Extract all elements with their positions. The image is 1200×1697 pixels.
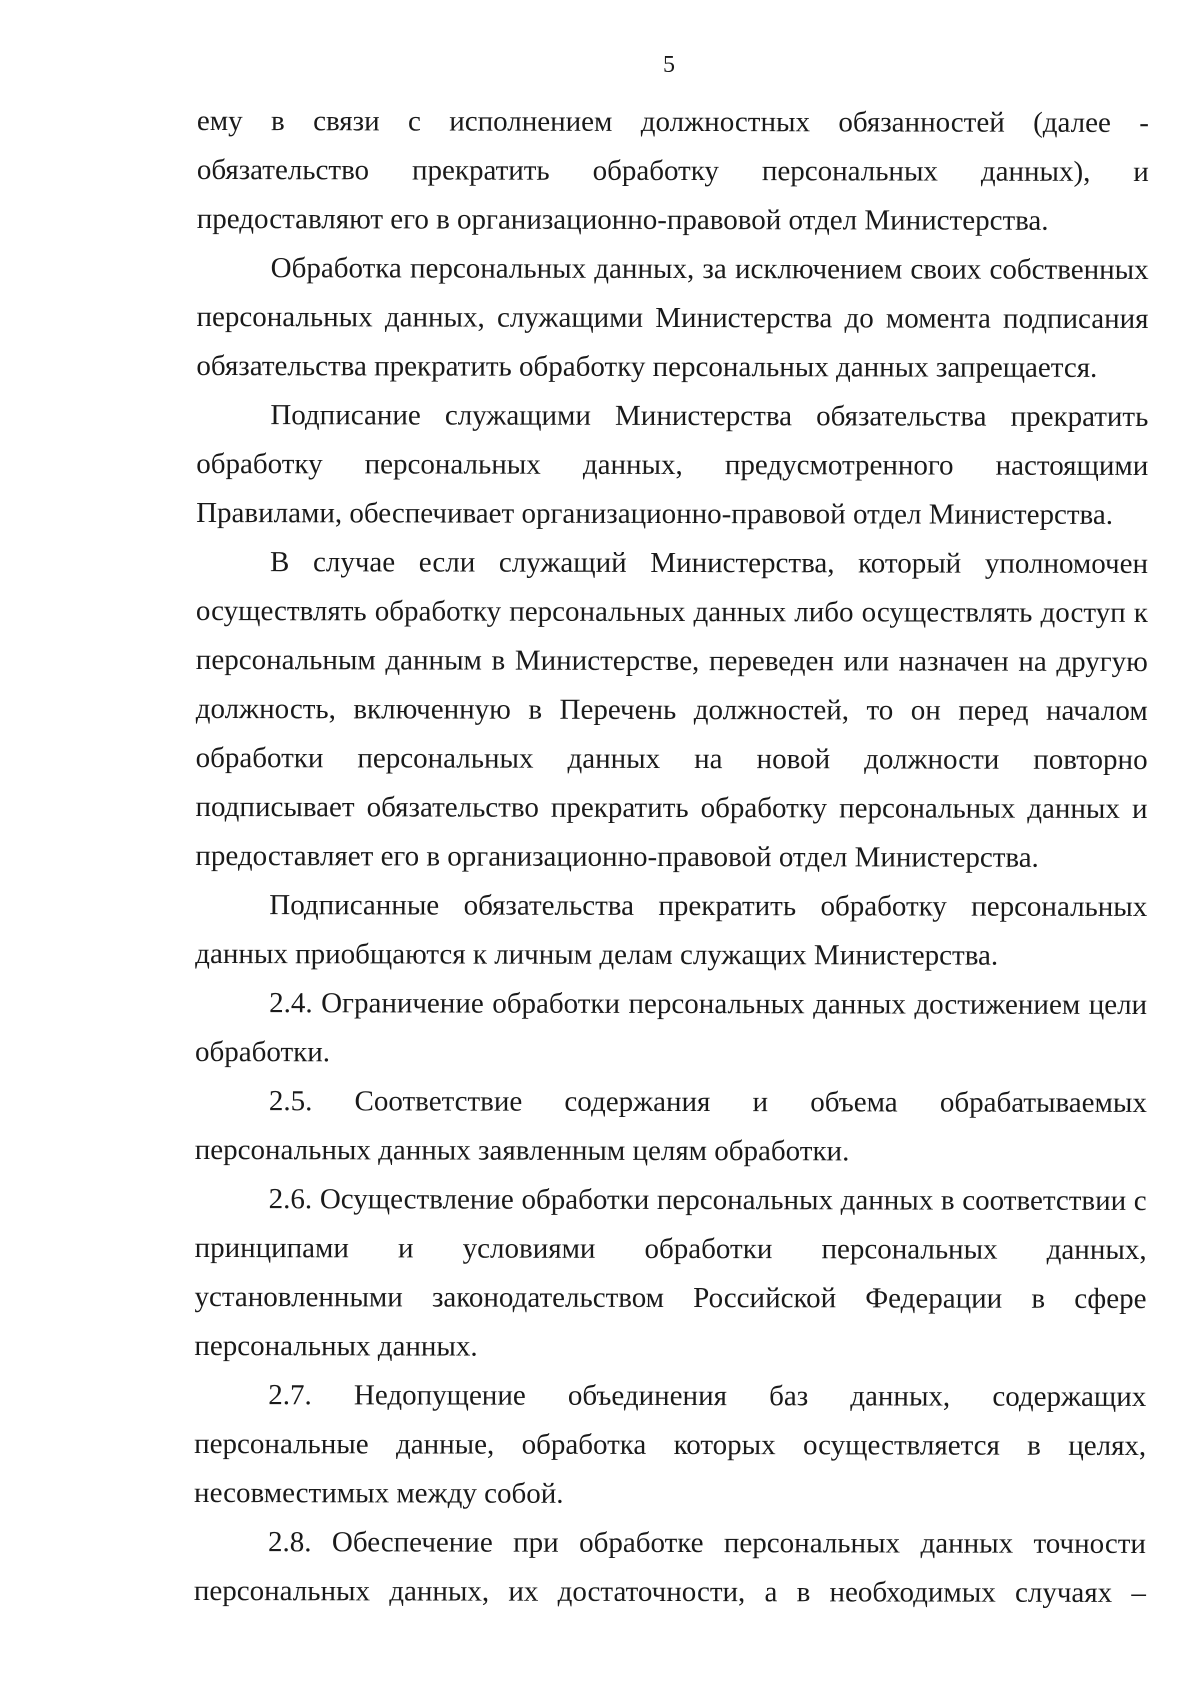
page-number: 5 <box>663 52 675 78</box>
paragraph-signing-obligation: Подписание служащими Министерства обязательства прекратить обработку персональных данных, предусмотренного настоящими Правилами, обеспечивает организационно-правовой отдел Министерства. <box>196 399 1149 531</box>
document-body <box>194 97 1149 1618</box>
paragraph-2-6: 2.6. Осуществление обработки персональных данных в соответствии с принципами и условиями обработки персональных данных, установленными законодательством Российской Федерации в сфере персональных данных. <box>194 1183 1147 1363</box>
paragraph-2-8: 2.8. Обеспечение при обработке персональных данных точности персональных данных, их достаточности, а в необходимых случаях – <box>193 1526 1147 1609</box>
paragraph-continuation: ему в связи с исполнением должностных обязанностей (далее - обязательство прекратить обработку персональных данных), и предоставляют его в организационно-правовой отдел Министерства. <box>196 104 1149 237</box>
paragraph-processing-restriction: Обработка персональных данных, за исключением своих собственных персональных данных, служащими Министерства до момента подписания обязательства прекратить обработку персональных данных запрещается. <box>196 252 1149 384</box>
paragraph-2-5: 2.5. Соответствие содержания и объема обрабатываемых персональных данных заявленным целям обработки. <box>194 1085 1147 1168</box>
paragraph-transfer-case: В случае если служащий Министерства, который уполномочен осуществлять обработку персональных данных либо осуществлять доступ к персональным данным в Министерстве, переведен или назначен на другую должность, включенную в Перечень должностей, то он перед началом обработки персональных данных на новой должности повторно подписывает обязательство прекратить обработку персональных данных и предоставляет его в организационно-правовой отдел Министерства. <box>195 546 1149 874</box>
paragraph-2-7: 2.7. Недопущение объединения баз данных, содержащих персональные данные, обработка которых осуществляется в целях, несовместимых между собой. <box>194 1379 1147 1510</box>
paragraph-signed-obligations: Подписанные обязательства прекратить обработку персональных данных приобщаются к личным делам служащих Министерства. <box>195 889 1148 972</box>
paragraph-2-4: 2.4. Ограничение обработки персональных данных достижением цели обработки. <box>194 987 1148 1069</box>
